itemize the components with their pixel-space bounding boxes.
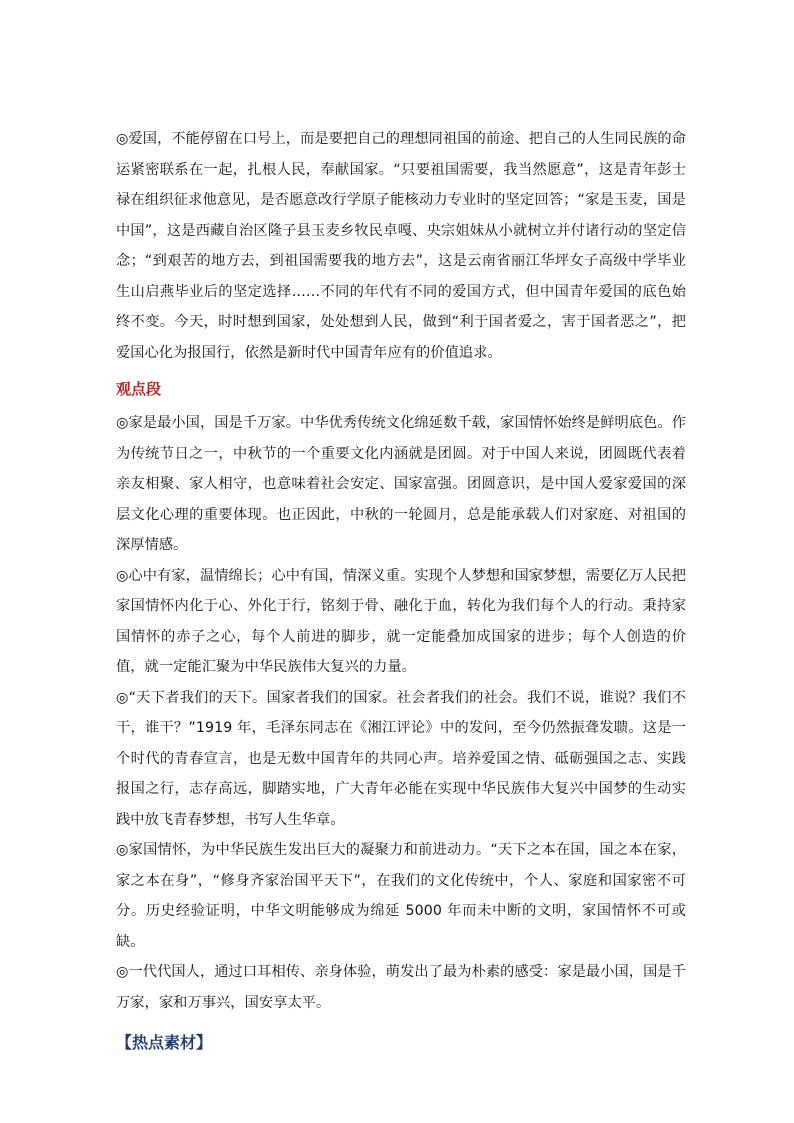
section-title-hot-material: 【热点素材】 [116, 1033, 213, 1052]
viewpoint-paragraph-2: ◎心中有家，温情绵长；心中有国，情深义重。实现个人梦想和国家梦想，需要亿万人民把家国情怀内化于心、外化于行，铭刻于骨、融化于血，转化为我们每个人的行动。秉持家国情怀的赤子之心，每个人前进的脚步，就一定能叠加成国家的进步；每个人创造的价值，就一定能汇聚为中华民族伟大复兴的力量。 [116, 567, 686, 675]
viewpoint-paragraph-3: ◎“天下者我们的天下。国家者我们的国家。社会者我们的社会。我们不说，谁说？我们不干，谁干？”1919 年，毛泽东同志在《湘江评论》中的发问，至今仍然振聋发聩。这是一个时代的青春宣言，也是无数中国青年的共同心声。培养爱国之情、砥砺强国之志、实践报国之行，志存高远，脚踏实地，广大青年必能在实现中华民族伟大复兴中国梦的生动实践中放飞青春梦想，书写人生华章。 [116, 689, 686, 828]
document-body [116, 124, 686, 1058]
section-title-viewpoint: 观点段 [116, 380, 162, 398]
viewpoint-paragraph-1: ◎家是最小国，国是千万家。中华优秀传统文化绵延数千载，家国情怀始终是鲜明底色。作为传统节日之一，中秋节的一个重要文化内涵就是团圆。对于中国人来说，团圆既代表着亲友相聚、家人相守，也意味着社会安定、国家富强。团圆意识，是中国人爱家爱国的深层文化心理的重要体现。也正因此，中秋的一轮圆月，总是能承载人们对家庭、对祖国的深厚情感。 [116, 415, 686, 553]
viewpoint-paragraph-4: ◎家国情怀，为中华民族生发出巨大的凝聚力和前进动力。“天下之本在国，国之本在家，家之本在身”，“修身齐家治国平天下”，在我们的文化传统中，个人、家庭和国家密不可分。历史经验证明，中华文明能够成为绵延 5000 年而未中断的文明，家国情怀不可或缺。 [116, 842, 686, 950]
viewpoint-paragraph-5: ◎一代代国人，通过口耳相传、亲身体验，萌发出了最为朴素的感受：家是最小国，国是千万家，家和万事兴，国安享太平。 [116, 964, 686, 1011]
intro-paragraph: ◎爱国，不能停留在口号上，而是要把自己的理想同祖国的前途、把自己的人生同民族的命运紧密联系在一起，扎根人民，奉献国家。“只要祖国需要，我当然愿意”，这是青年彭士禄在组织征求他意见，是否愿意改行学原子能核动力专业时的坚定回答；“家是玉麦，国是中国”，这是西藏自治区隆子县玉麦乡牧民卓嘎、央宗姐妹从小就树立并付诸行动的坚定信念；“到艰苦的地方去，到祖国需要我的地方去”，这是云南省丽江华坪女子高级中学毕业生山启燕毕业后的坚定选择……不同的年代有不同的爱国方式，但中国青年爱国的底色始终不变。今天，时时想到国家，处处想到人民，做到“利于国者爱之，害于国者恶之”，把爱国心化为报国行，依然是新时代中国青年应有的价值追求。 [116, 131, 686, 361]
